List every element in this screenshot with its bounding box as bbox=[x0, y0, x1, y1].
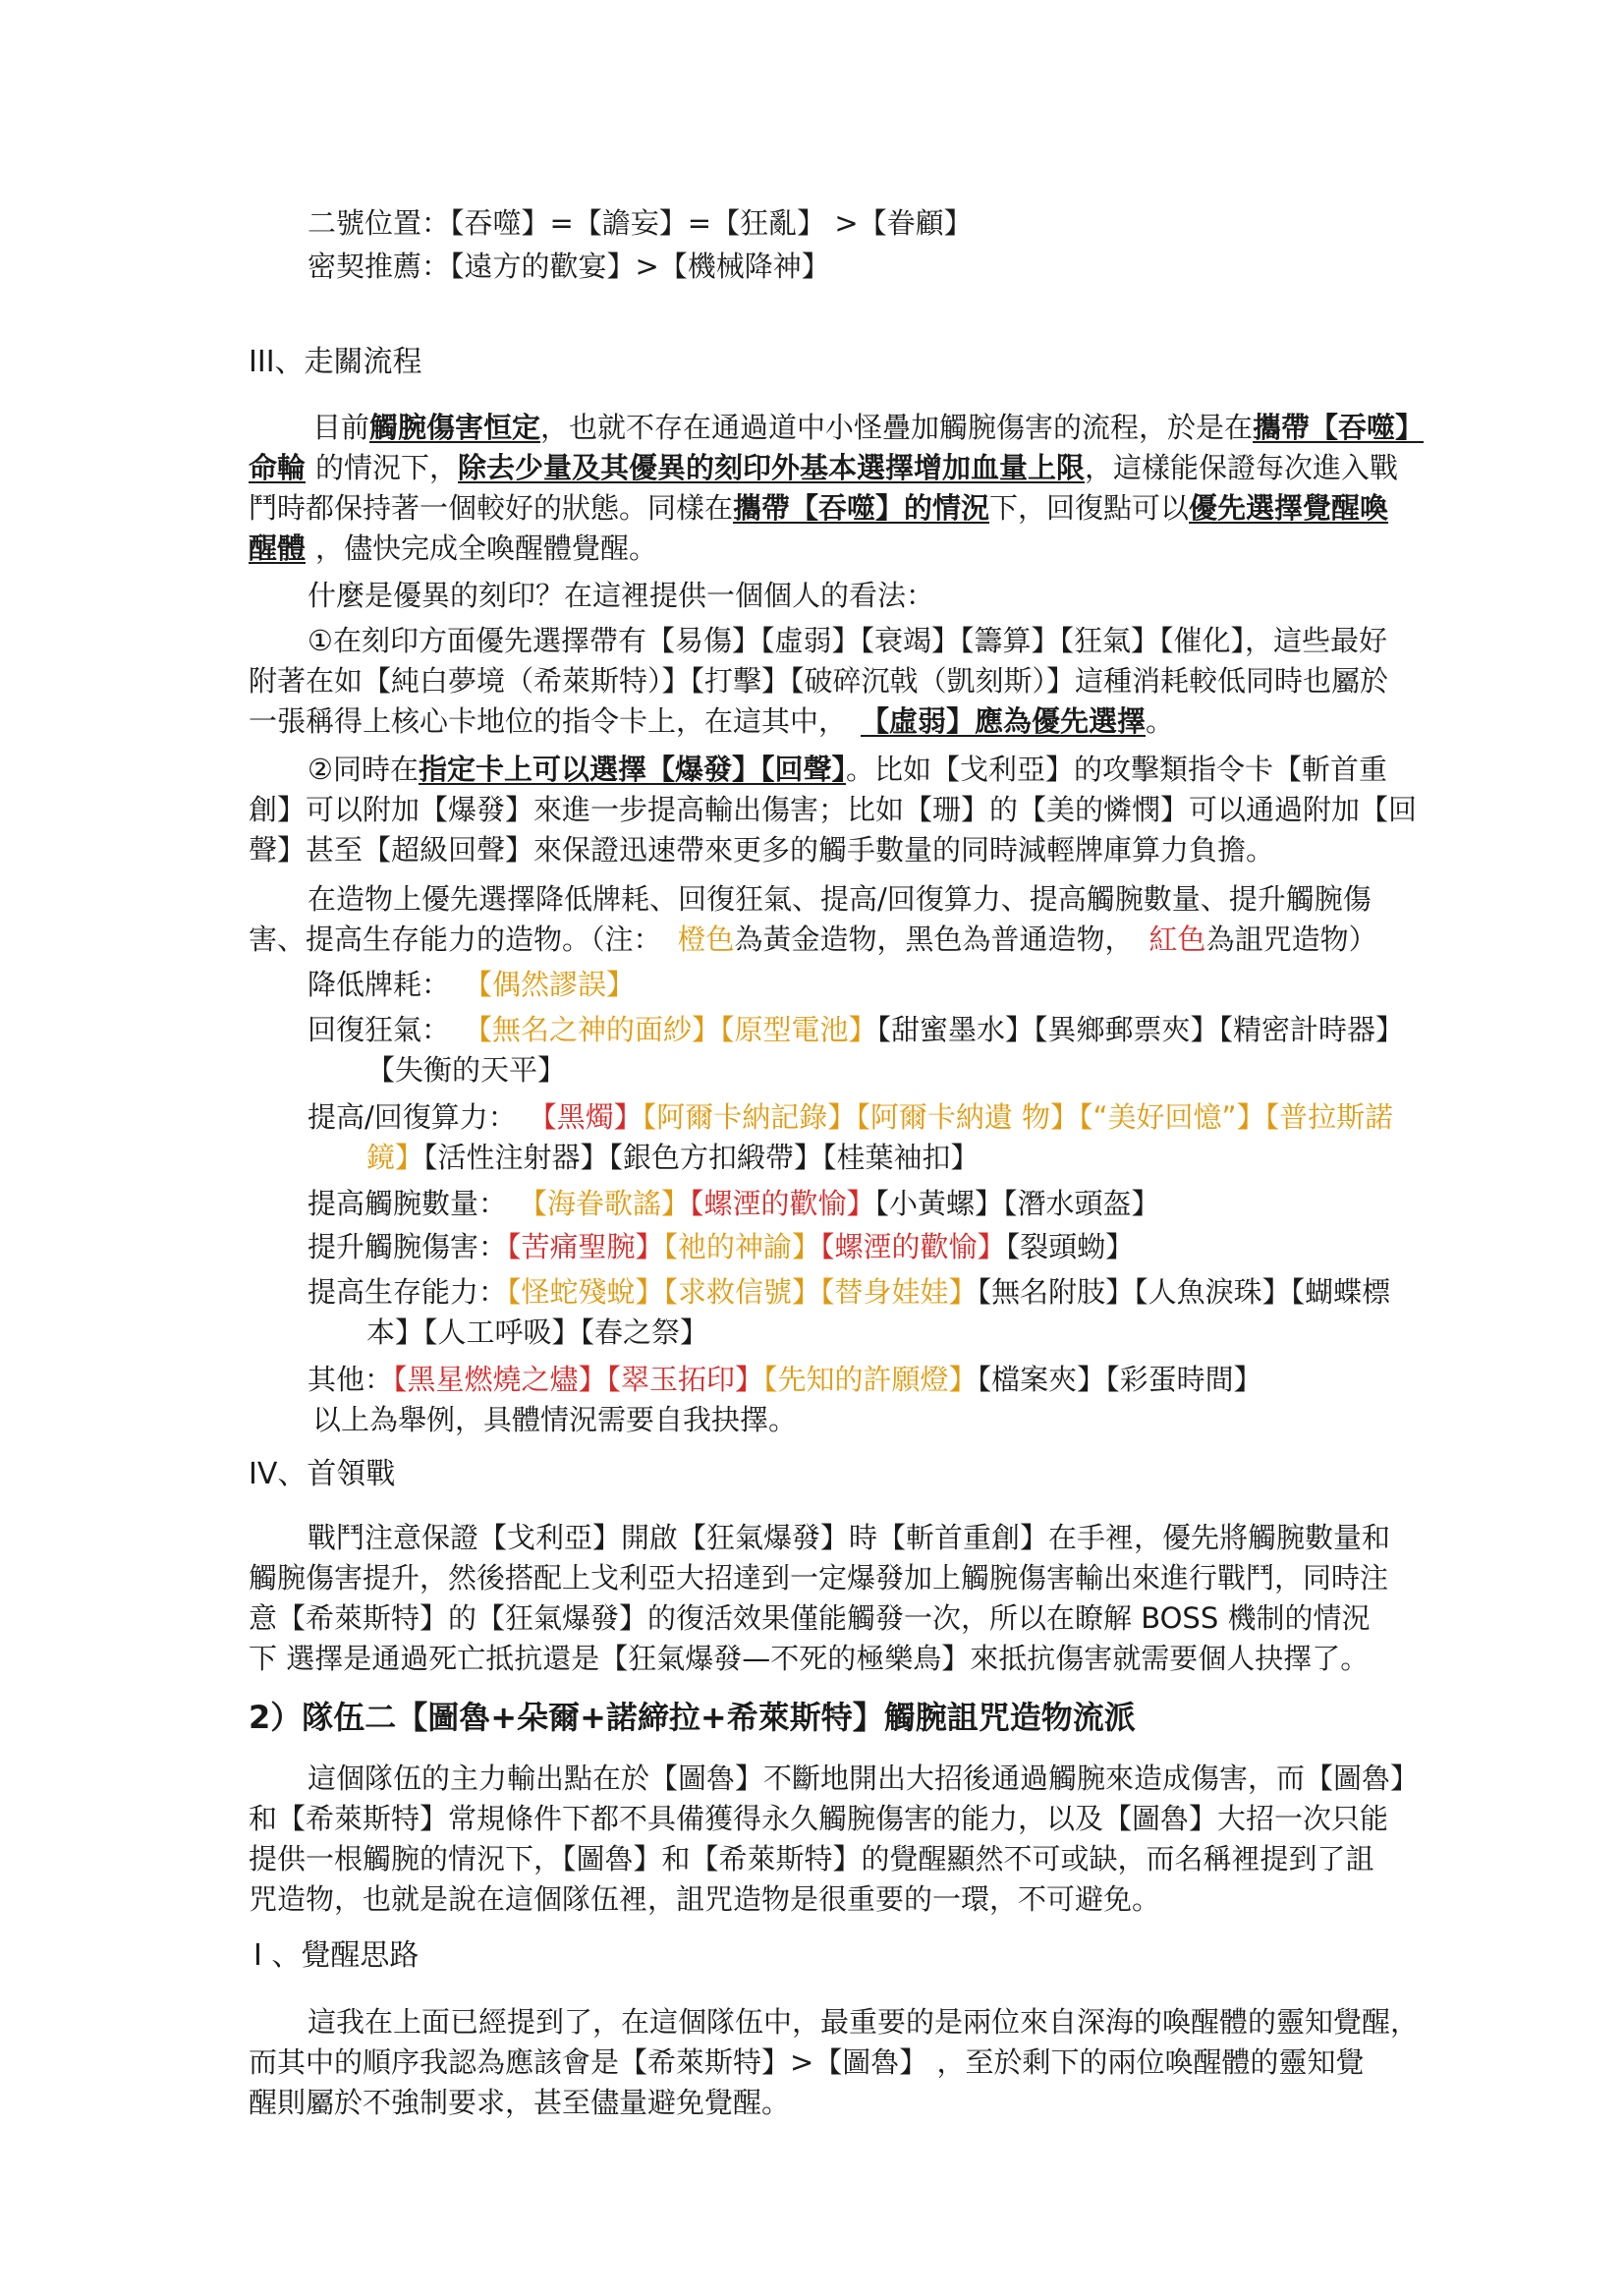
paragraph-line: 醒則屬於不強制要求，甚至儘量避免覺醒。 bbox=[249, 2086, 791, 2119]
section-heading-boss: IV、首領戰 bbox=[249, 1457, 396, 1491]
emphasis-text: 【虛弱】應為優先選擇 bbox=[861, 704, 1147, 738]
artifact-list-survival-cont: 本】【人工呼吸】【春之祭】 bbox=[366, 1315, 709, 1349]
gold-artifact: 【怪蛇殘蛻】 bbox=[507, 1275, 664, 1309]
emphasis-text: 觸腕傷害恒定 bbox=[369, 411, 541, 444]
paragraph-line: 創】可以附加【爆發】來進一步提高輸出傷害；比如【珊】的【美的憐憫】可以通過附加【回 bbox=[249, 793, 1418, 826]
text-run: ，這樣能保證每次進入戰 bbox=[1085, 451, 1399, 484]
emphasis-text: 命輪 bbox=[249, 451, 307, 484]
gold-artifact: 【無名之神的面紗】 bbox=[464, 1013, 721, 1046]
text-run: ，也就不存在通過道中小怪疊加觸腕傷害的流程，於是在 bbox=[540, 411, 1254, 444]
list-label: 回復狂氣： bbox=[308, 1013, 451, 1046]
emphasis-text: 優先選擇覺醒喚 bbox=[1189, 491, 1389, 525]
paragraph-line bbox=[249, 701, 1174, 741]
gold-artifact: 【普拉斯諾 bbox=[1264, 1100, 1394, 1134]
paragraph-line: 下 選擇是通過死亡抵抗還是【狂氣爆發—不死的極樂鳥】來抵抗傷害就需要個人抉擇了。 bbox=[249, 1642, 1370, 1675]
gold-artifact: 【阿爾卡納遺 物】 bbox=[856, 1100, 1080, 1134]
text-run: 。比如【戈利亞】的攻擊類指令卡【斬首重 bbox=[846, 753, 1388, 786]
paragraph-line: 意【希萊斯特】的【狂氣爆發】的復活效果僅能觸發一次，所以在瞭解 BOSS 機制的情況 bbox=[249, 1601, 1371, 1635]
paragraph-line bbox=[249, 488, 1388, 528]
gold-artifact: 鏡】 bbox=[366, 1141, 424, 1174]
paragraph-line: 這我在上面已經提到了，在這個隊伍中，最重要的是兩位來自深海的喚醒體的靈知覺醒， bbox=[308, 2005, 1420, 2039]
paragraph-line: 和【希萊斯特】常規條件下都不具備獲得永久觸腕傷害的能力，以及【圖魯】大招一次只能 bbox=[249, 1802, 1389, 1835]
paragraph-line bbox=[308, 750, 1387, 789]
paragraph-line: 提供一根觸腕的情況下，【圖魯】和【希萊斯特】的覺醒顯然不可或缺，而名稱裡提到了詛 bbox=[249, 1842, 1374, 1875]
normal-artifact: 【小黃螺】【潛水頭盔】 bbox=[874, 1187, 1160, 1220]
gold-artifact: 【原型電池】 bbox=[720, 1013, 877, 1046]
normal-artifact: 【無名附肢】【人魚淚珠】【蝴蝶標 bbox=[977, 1275, 1391, 1309]
paragraph-line: 戰鬥注意保證【戈利亞】開啟【狂氣爆發】時【斬首重創】在手裡，優先將觸腕數量和 bbox=[308, 1521, 1391, 1554]
paragraph-line bbox=[249, 448, 1398, 487]
artifact-list-rage-cont: 【失衡的天平】 bbox=[366, 1053, 567, 1087]
gold-artifact: 【求救信號】 bbox=[663, 1275, 821, 1309]
paragraph-line: 在造物上優先選擇降低牌耗、回復狂氣、提高/回復算力、提高觸腕數量、提升觸腕傷 bbox=[308, 882, 1372, 916]
text-run: 。 bbox=[1146, 704, 1175, 738]
text-run: 一張稱得上核心卡地位的指令卡上，在這其中， bbox=[249, 704, 848, 738]
list-label: 提高生存能力： bbox=[308, 1275, 508, 1309]
gold-artifact: 【先知的許願燈】 bbox=[763, 1363, 978, 1396]
paragraph-line: ①在刻印方面優先選擇帶有【易傷】【虛弱】【衰竭】【籌算】【狂氣】【催化】，這些最好 bbox=[308, 624, 1387, 657]
text-run: ，儘快完成全喚醒體覺醒。 bbox=[315, 532, 658, 565]
text-run: 的情況下， bbox=[315, 451, 459, 484]
list-label: 提高觸腕數量： bbox=[308, 1187, 508, 1220]
gold-legend: 橙色 bbox=[677, 923, 735, 956]
emphasis-text: 指定卡上可以選擇【爆發】【回聲】 bbox=[419, 753, 847, 786]
artifact-list-rage bbox=[308, 1010, 1404, 1049]
gold-artifact: 【阿爾卡納記錄】 bbox=[642, 1100, 857, 1134]
curse-legend: 紅色 bbox=[1148, 923, 1206, 956]
gold-artifact: 【偶然謬誤】 bbox=[464, 968, 636, 1001]
artifact-list-power-cont bbox=[366, 1138, 980, 1177]
artifact-list-count bbox=[308, 1184, 1160, 1223]
paragraph-line: 聲】甚至【超級回聲】來保證迅速帶來更多的觸手數量的同時減輕牌庫算力負擔。 bbox=[249, 833, 1275, 867]
gold-artifact: 【海眷歌謠】 bbox=[519, 1187, 691, 1220]
artifact-list-power bbox=[308, 1097, 1393, 1137]
normal-artifact: 【檔案夾】【彩蛋時間】 bbox=[977, 1363, 1262, 1396]
artifact-list-damage bbox=[308, 1227, 1134, 1266]
paragraph-line: 咒造物，也就是說在這個隊伍裡，詛咒造物是很重要的一環，不可避免。 bbox=[249, 1882, 1161, 1916]
closing-line: 以上為舉例，具體情況需要自我抉擇。 bbox=[312, 1403, 798, 1436]
normal-artifact: 【甜蜜墨水】【異鄉郵票夾】【精密計時器】 bbox=[876, 1013, 1405, 1046]
artifact-list-survival bbox=[308, 1272, 1390, 1312]
text-run: 為詛咒造物） bbox=[1205, 923, 1377, 956]
normal-artifact: 【裂頭蚴】 bbox=[1005, 1230, 1135, 1263]
text-run: 為黃金造物，黑色為普通造物， bbox=[734, 923, 1134, 956]
emphasis-text: 攜帶【吞噬】的情況 bbox=[733, 491, 990, 525]
team-two-title: 2）隊伍二【圖魯+朵爾+諾締拉+希萊斯特】觸腕詛咒造物流派 bbox=[249, 1699, 1136, 1736]
position-two-line: 二號位置：【吞噬】=【譫妄】=【狂亂】 >【眷顧】 bbox=[308, 206, 973, 240]
paragraph-line bbox=[249, 529, 657, 568]
curse-artifact: 【苦痛聖腕】 bbox=[507, 1230, 664, 1263]
pact-recommend-line: 密契推薦：【遠方的歡宴】>【機械降神】 bbox=[308, 250, 830, 283]
gold-artifact: 【“美好回憶”】 bbox=[1079, 1100, 1265, 1134]
curse-artifact: 【黑星燃燒之燼】 bbox=[393, 1363, 607, 1396]
emphasis-text: 攜帶【吞噬】 bbox=[1253, 411, 1425, 444]
gold-artifact: 【替身娃娃】 bbox=[820, 1275, 978, 1309]
text-run: ②同時在 bbox=[308, 753, 419, 786]
paragraph-line: 這個隊伍的主力輸出點在於【圖魯】不斷地開出大招後通過觸腕來造成傷害，而【圖魯】 bbox=[308, 1762, 1420, 1795]
list-label: 提高/回復算力： bbox=[308, 1100, 517, 1134]
artifact-list-other bbox=[308, 1360, 1262, 1399]
curse-artifact: 【螺湮的歡愉】 bbox=[820, 1230, 1006, 1263]
text-run: 目前 bbox=[312, 411, 370, 444]
curse-artifact: 【螺湮的歡愉】 bbox=[690, 1187, 875, 1220]
curse-artifact: 【翠玉拓印】 bbox=[606, 1363, 764, 1396]
paragraph-line bbox=[312, 408, 1424, 447]
gold-artifact: 【祂的神諭】 bbox=[663, 1230, 821, 1263]
text-run: 害、提高生存能力的造物。（注： bbox=[249, 923, 662, 956]
section-heading-awakening: Ⅰ 、覺醒思路 bbox=[253, 1938, 420, 1973]
paragraph-line: 什麼是優異的刻印？在這裡提供一個個人的看法： bbox=[308, 579, 935, 612]
text-run: 下，回復點可以 bbox=[989, 491, 1190, 525]
emphasis-text: 醒體 bbox=[249, 532, 307, 565]
emphasis-text: 除去少量及其優異的刻印外基本選擇增加血量上限 bbox=[458, 451, 1086, 484]
paragraph-line bbox=[249, 920, 1377, 959]
paragraph-line: 觸腕傷害提升，然後搭配上戈利亞大招達到一定爆發加上觸腕傷害輸出來進行戰鬥，同時注 bbox=[249, 1561, 1389, 1595]
artifact-list-cost bbox=[308, 965, 635, 1004]
normal-artifact: 【活性注射器】【銀色方扣緞帶】【桂葉袖扣】 bbox=[423, 1141, 980, 1174]
list-label: 其他： bbox=[308, 1363, 394, 1396]
paragraph-line: 而其中的順序我認為應該會是【希萊斯特】>【圖魯】 ，至於剩下的兩位喚醒體的靈知覺 bbox=[249, 2045, 1365, 2079]
text-run: 鬥時都保持著一個較好的狀態。同樣在 bbox=[249, 491, 734, 525]
curse-artifact: 【黑燭】 bbox=[528, 1100, 643, 1134]
list-label: 提升觸腕傷害： bbox=[308, 1230, 508, 1263]
section-heading-route: III、走關流程 bbox=[249, 345, 422, 379]
paragraph-line: 附著在如【純白夢境（希萊斯特）】【打擊】【破碎沉戟（凱刻斯）】這種消耗較低同時也屬於 bbox=[249, 664, 1389, 698]
list-label: 降低牌耗： bbox=[308, 968, 451, 1001]
